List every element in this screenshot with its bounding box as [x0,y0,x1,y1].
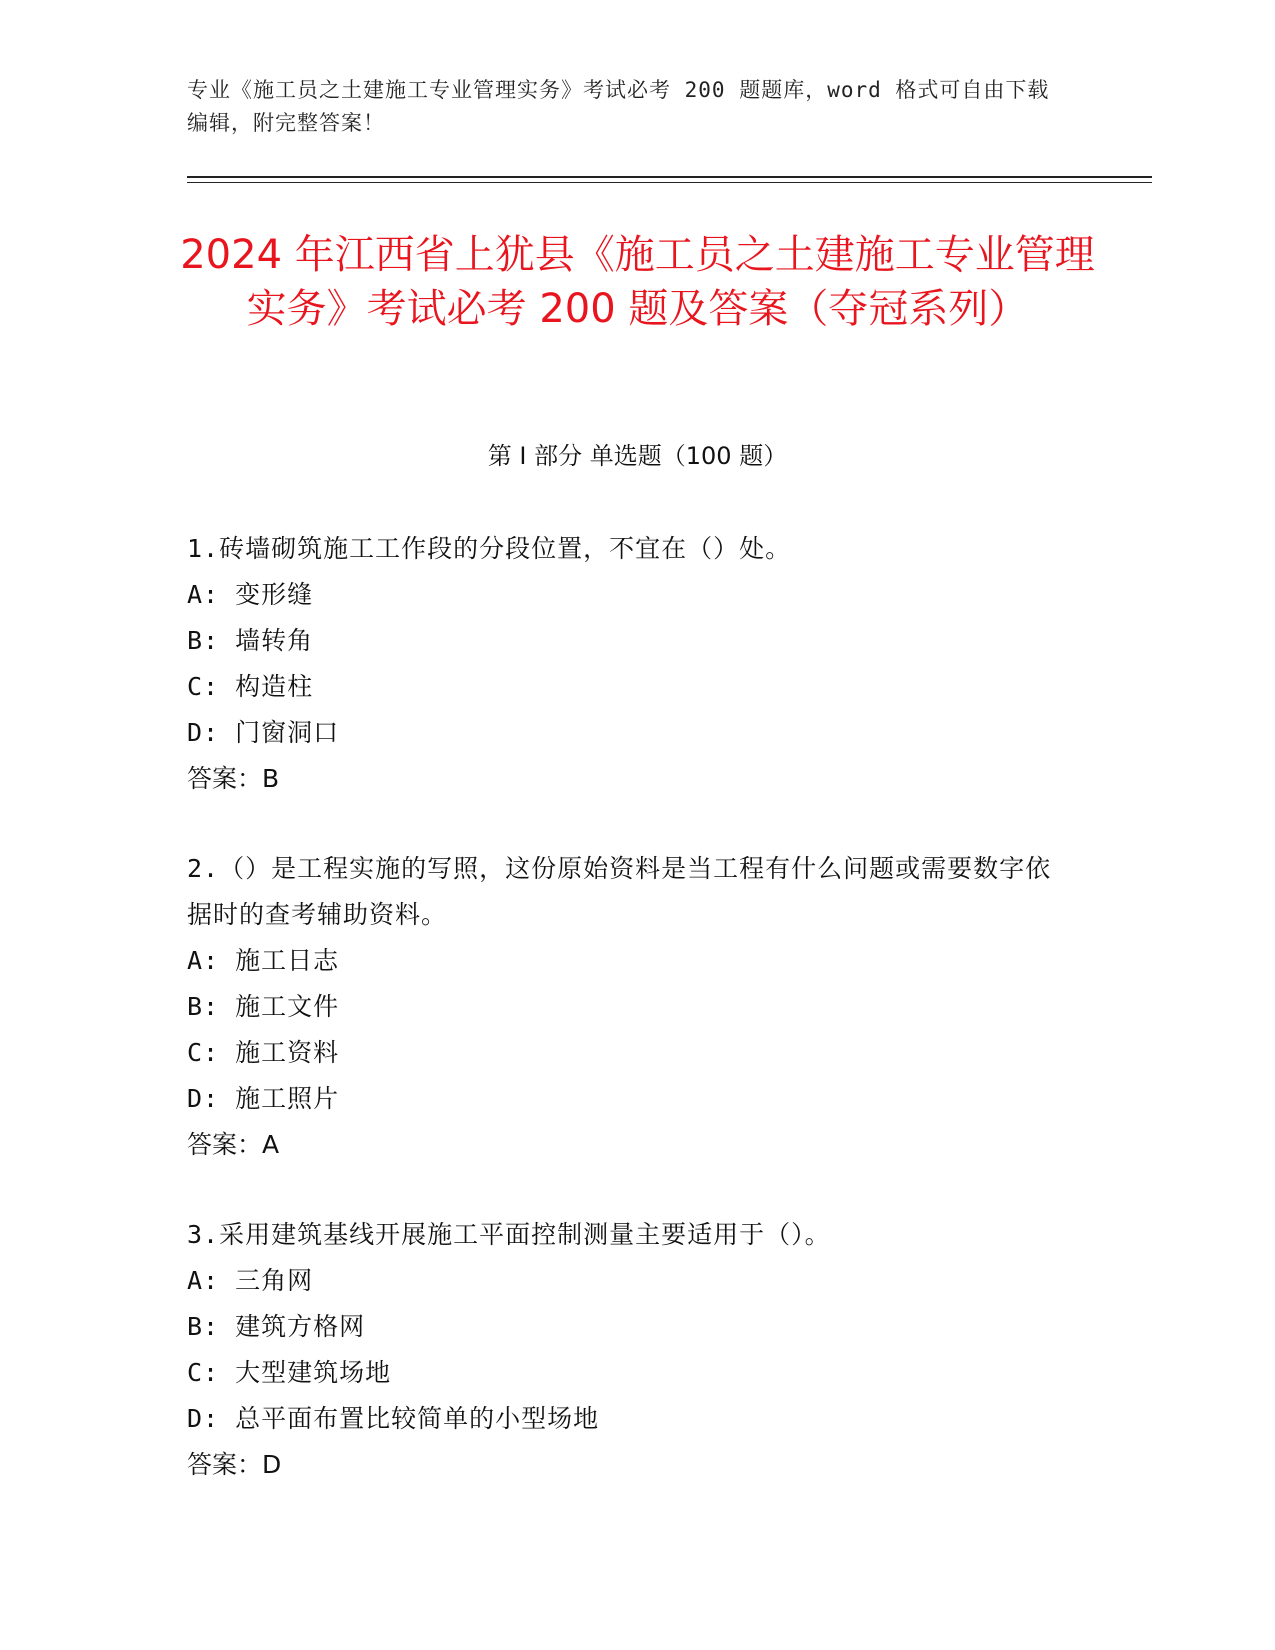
answer: 答案：D [187,1450,282,1479]
question-block [187,846,1067,1168]
option-d: D: 总平面布置比较简单的小型场地 [187,1404,600,1433]
section-title: 第 I 部分 单选题（100 题） [487,442,788,470]
option-c: C: 大型建筑场地 [187,1358,392,1387]
option-b: B: 施工文件 [187,992,340,1021]
document-title: 2024 年江西省上犹县《施工员之土建施工专业管理实务》考试必考 200 题及答案（夺冠系列） [180,232,1095,332]
option-c: C: 构造柱 [187,672,314,701]
option-b: B: 建筑方格网 [187,1312,366,1341]
option-a: A: 施工日志 [187,946,340,975]
header-divider-thin [187,182,1152,183]
answer: 答案：A [187,1130,280,1159]
option-d: D: 施工照片 [187,1084,340,1113]
answer: 答案：B [187,764,280,793]
option-a: A: 变形缝 [187,580,314,609]
header-divider-thick [187,176,1152,178]
option-d: D: 门窗洞口 [187,718,340,747]
option-c: C: 施工资料 [187,1038,340,1067]
question-stem: 1.砖墙砌筑施工工作段的分段位置，不宜在（）处。 [187,534,792,563]
question-stem: 3.采用建筑基线开展施工平面控制测量主要适用于（）。 [187,1220,831,1249]
option-a: A: 三角网 [187,1266,314,1295]
question-block [187,526,1067,802]
option-b: B: 墙转角 [187,626,314,655]
question-block [187,1212,1067,1488]
header-note: 专业《施工员之土建施工专业管理实务》考试必考 200 题题库，word 格式可自由下载编辑，附完整答案！ [187,78,1050,135]
question-stem: 2.（）是工程实施的写照，这份原始资料是当工程有什么问题或需要数字依据时的查考辅助资料。 [187,854,1052,929]
